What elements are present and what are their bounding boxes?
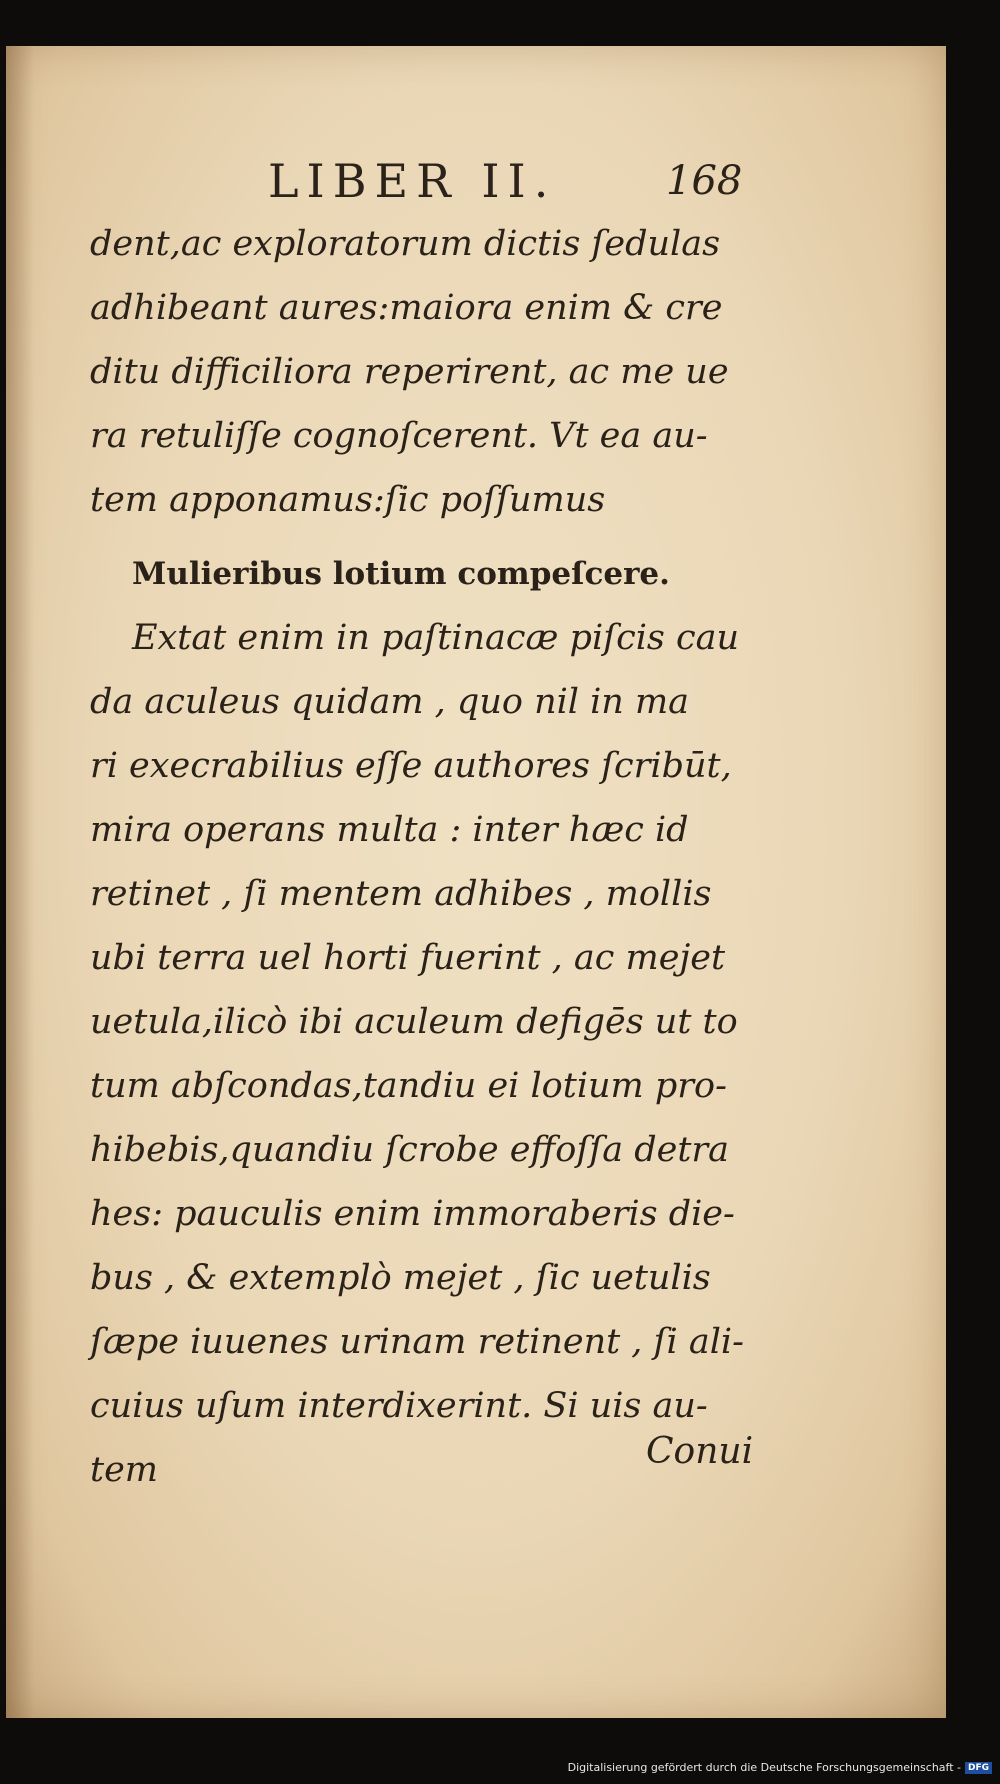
book-page [6,46,946,1718]
text-line: da aculeus quidam , quo nil in ma [90,682,690,722]
page-header [6,146,946,216]
section-heading: Mulieribus lotium compeſcere. [132,556,670,592]
credit-text: Digitalisierung gefördert durch die Deutsche Forschungsgemeinschaft - [567,1761,961,1774]
text-line: uetula,ilicò ibi aculeum defigēs ut to [90,1002,738,1042]
text-line: Extat enim in paſtinacæ piſcis cau [132,618,739,658]
text-line: adhibeant aures:maiora enim & cre [90,288,723,328]
digitization-credit [568,1761,992,1774]
text-line: ubi terra uel horti fuerint , ac mejet [90,938,726,978]
text-line: dent,ac exploratorum dictis ſedulas [90,224,721,264]
text-line: retinet , ſi mentem adhibes , mollis [90,874,712,914]
text-line: tem apponamus:ſic poſſumus [90,480,606,520]
text-line: tem [90,1450,158,1490]
dfg-logo: DFG [965,1762,992,1774]
text-line: tum abſcondas,tandiu ei lotium pro- [90,1066,727,1106]
text-line: hes: pauculis enim immoraberis die- [90,1194,735,1234]
text-line: cuius uſum interdixerint. Si uis au- [90,1386,708,1426]
text-line: mira operans multa : inter hæc id [90,810,689,850]
text-block [90,212,770,1502]
text-line: bus , & extemplò mejet , ſic uetulis [90,1258,711,1298]
text-line: ditu difficiliora reperirent, ac me ue [90,352,729,392]
text-line: ri execrabilius eſſe authores ſcribūt, [90,746,732,786]
text-line: hibebis,quandiu ſcrobe effoſſa detra [90,1130,730,1170]
running-title: LIBER II. [268,154,557,208]
catchword: Conui [646,1431,754,1472]
text-line: ſæpe iuuenes urinam retinent , ſi ali- [90,1322,744,1362]
page-number: 168 [666,158,743,204]
text-line: ra retuliſſe cognoſcerent. Vt ea au- [90,416,708,456]
